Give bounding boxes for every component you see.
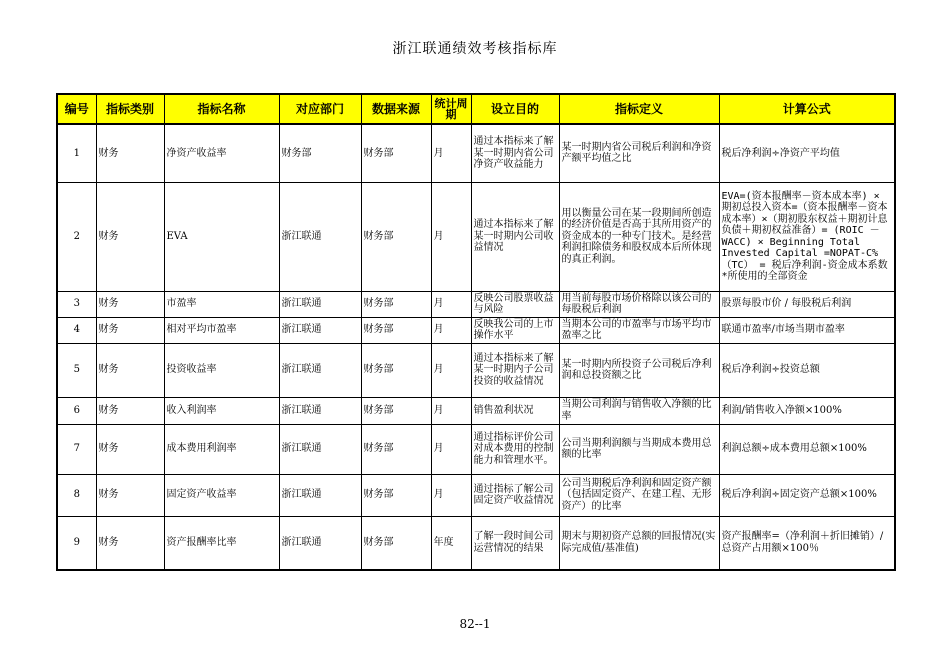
cell-name: 成本费用利润率 [164,424,279,474]
cell-name: 资产报酬率比率 [164,516,279,570]
cell-category: 财务 [96,182,164,291]
cell-definition: 期末与期初资产总额的回报情况(实际完成值/基准值) [559,516,719,570]
cell-formula: 利润/销售收入净额×100% [719,397,895,424]
cell-category: 财务 [96,516,164,570]
cell-category: 财务 [96,424,164,474]
table-row [57,397,895,424]
cell-formula: EVA=(资本报酬率－资本成本率) × 期初总投入资本=（资本报酬率－资本成本率）×（期初股东权益＋期初计息负债＋期初权益准备）= (ROIC － WACC) × Beginning Total Invested Capital =NOPAT-C%（TC） = 税后净利润-资金成本系数*所使用的全部资金 [719,182,895,291]
cell-purpose: 通过本指标来了解某一时期内子公司投资的收益情况 [471,343,559,397]
cell-no: 3 [57,291,96,317]
cell-period: 月 [431,474,471,516]
cell-dept: 浙江联通 [279,182,361,291]
cell-dept: 浙江联通 [279,291,361,317]
cell-name: 固定资产收益率 [164,474,279,516]
cell-dept: 财务部 [279,124,361,182]
cell-no: 4 [57,317,96,343]
cell-period: 月 [431,397,471,424]
cell-definition: 用以衡量公司在某一段期间所创造的经济价值是否高于其所用资产的资金成本的一种专门技术。是经营利润扣除债务和股权成本后所体现的真正利润。 [559,182,719,291]
cell-formula: 联通市盈率/市场当期市盈率 [719,317,895,343]
cell-no: 7 [57,424,96,474]
col-header-dept: 对应部门 [279,94,361,124]
col-header-period: 统计周期 [431,94,471,124]
cell-dept: 浙江联通 [279,317,361,343]
cell-formula: 资产报酬率=（净利润＋折旧摊销）/总资产占用额×100％ [719,516,895,570]
table-row [57,343,895,397]
cell-no: 2 [57,182,96,291]
page-number: 82--1 [459,617,491,631]
cell-dept: 浙江联通 [279,424,361,474]
cell-purpose: 反映公司股票收益与风险 [471,291,559,317]
header-row [57,94,895,124]
table-row [57,474,895,516]
cell-definition: 公司当期利润额与当期成本费用总额的比率 [559,424,719,474]
cell-source: 财务部 [361,124,431,182]
col-header-category: 指标类别 [96,94,164,124]
cell-source: 财务部 [361,424,431,474]
cell-definition: 用当前每股市场价格除以该公司的每股税后利润 [559,291,719,317]
cell-name: 收入利润率 [164,397,279,424]
table-row [57,317,895,343]
col-header-source: 数据来源 [361,94,431,124]
cell-formula: 税后净利润÷固定资产总额×100% [719,474,895,516]
cell-name: 市盈率 [164,291,279,317]
kpi-table [56,93,896,571]
cell-purpose: 通过本指标来了解某一时期内公司收益情况 [471,182,559,291]
cell-purpose: 反映我公司的上市操作水平 [471,317,559,343]
cell-definition: 某一时期内所投资子公司税后净利润和总投资额之比 [559,343,719,397]
cell-category: 财务 [96,317,164,343]
cell-dept: 浙江联通 [279,397,361,424]
col-header-purpose: 设立目的 [471,94,559,124]
table-row [57,424,895,474]
cell-purpose: 通过指标了解公司固定资产收益情况 [471,474,559,516]
cell-formula: 税后净利润÷净资产平均值 [719,124,895,182]
cell-no: 5 [57,343,96,397]
cell-no: 8 [57,474,96,516]
cell-period: 月 [431,182,471,291]
col-header-no: 编号 [57,94,96,124]
cell-no: 9 [57,516,96,570]
cell-category: 财务 [96,397,164,424]
cell-name: 投资收益率 [164,343,279,397]
cell-category: 财务 [96,291,164,317]
cell-formula: 税后净利润÷投资总额 [719,343,895,397]
col-header-definition: 指标定义 [559,94,719,124]
document-title: 浙江联通绩效考核指标库 [392,41,558,57]
cell-no: 6 [57,397,96,424]
cell-source: 财务部 [361,474,431,516]
cell-period: 月 [431,343,471,397]
cell-dept: 浙江联通 [279,343,361,397]
cell-period: 月 [431,317,471,343]
cell-formula: 利润总额÷成本费用总额×100% [719,424,895,474]
cell-formula: 股票每股市价 / 每股税后利润 [719,291,895,317]
cell-category: 财务 [96,343,164,397]
col-header-name: 指标名称 [164,94,279,124]
cell-name: EVA [164,182,279,291]
cell-source: 财务部 [361,317,431,343]
cell-category: 财务 [96,124,164,182]
cell-definition: 当期公司利润与销售收入净额的比率 [559,397,719,424]
cell-purpose: 销售盈利状况 [471,397,559,424]
cell-period: 年度 [431,516,471,570]
cell-purpose: 了解一段时间公司运营情况的结果 [471,516,559,570]
cell-definition: 公司当期税后净利润和固定资产额（包括固定资产、在建工程、无形资产）的比率 [559,474,719,516]
cell-name: 净资产收益率 [164,124,279,182]
col-header-formula: 计算公式 [719,94,895,124]
cell-purpose: 通过本指标来了解某一时期内省公司净资产收益能力 [471,124,559,182]
cell-source: 财务部 [361,182,431,291]
table-row [57,516,895,570]
cell-period: 月 [431,424,471,474]
cell-category: 财务 [96,474,164,516]
table-row [57,124,895,182]
cell-purpose: 通过指标评价公司对成本费用的控制能力和管理水平。 [471,424,559,474]
cell-definition: 某一时期内省公司税后利润和净资产额平均值之比 [559,124,719,182]
cell-name: 相对平均市盈率 [164,317,279,343]
cell-no: 1 [57,124,96,182]
table-row [57,182,895,291]
table-row [57,291,895,317]
cell-period: 月 [431,291,471,317]
cell-dept: 浙江联通 [279,474,361,516]
cell-dept: 浙江联通 [279,516,361,570]
cell-source: 财务部 [361,343,431,397]
cell-source: 财务部 [361,397,431,424]
cell-source: 财务部 [361,291,431,317]
cell-source: 财务部 [361,516,431,570]
cell-definition: 当期本公司的市盈率与市场平均市盈率之比 [559,317,719,343]
cell-period: 月 [431,124,471,182]
